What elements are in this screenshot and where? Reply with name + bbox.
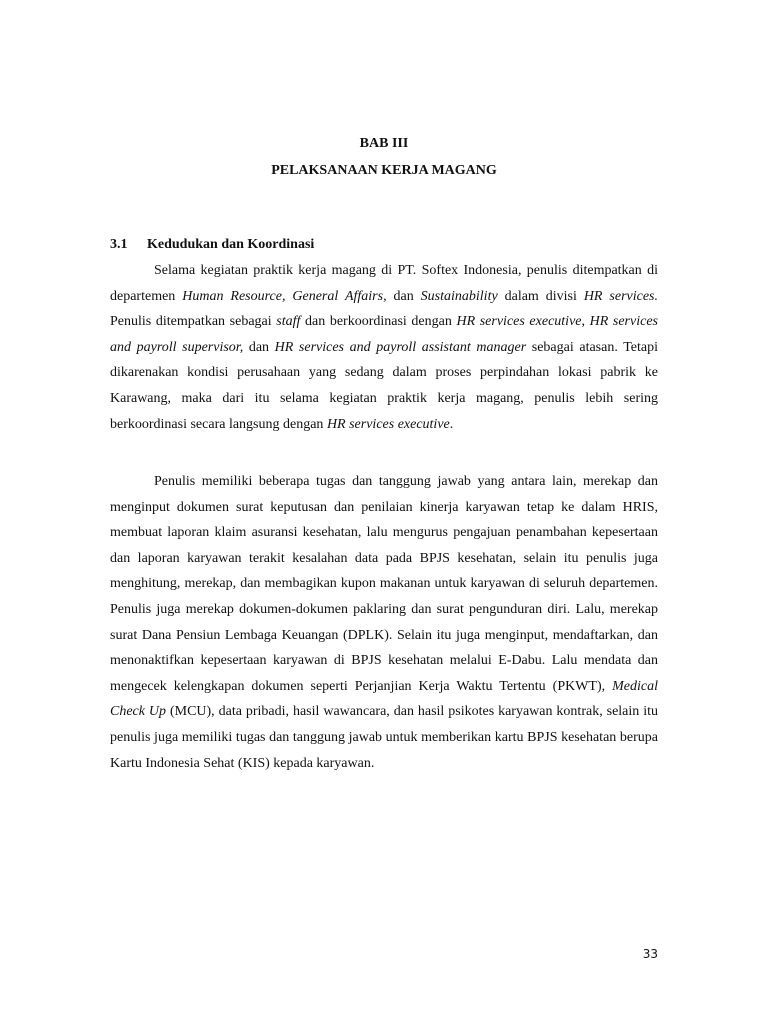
text-run: ,	[581, 314, 590, 330]
italic-term: HR services executive	[456, 314, 582, 330]
text-run: dan	[243, 339, 275, 355]
text-run: Penulis ditempatkan sebagai	[110, 314, 277, 330]
italic-term: HR services and payroll supervisor,	[110, 314, 658, 355]
italic-term: Sustainability	[420, 288, 498, 304]
chapter-title: PELAKSANAAN KERJA MAGANG	[271, 163, 497, 178]
paragraph-coordination	[110, 258, 658, 437]
section-heading	[110, 237, 314, 253]
text-run: Selama kegiatan praktik kerja magang di PT. Softex Indonesia, penulis ditempatkan di departemen	[110, 263, 658, 304]
section-number: 3.1	[110, 237, 128, 252]
text-run: .	[449, 416, 454, 432]
italic-term: HR services executive	[326, 416, 450, 432]
italic-term: staff	[276, 314, 301, 330]
chapter-number: BAB III	[359, 136, 409, 151]
text-run: sebagai atasan. Tetapi dikarenakan kondisi perusahaan yang sedang dalam proses perpindahan lokasi pabrik ke Karawang, maka dari itu selama kegiatan praktik kerja magang, penulis lebih sering berkoordinasi secara langsung dengan	[110, 339, 658, 432]
paragraph-duties	[110, 469, 658, 776]
page-number: 33	[642, 947, 658, 961]
italic-term: Human Resource, General Affairs,	[182, 288, 387, 304]
italic-term: HR services.	[583, 288, 659, 304]
text-run: Penulis memiliki beberapa tugas dan tanggung jawab yang antara lain, merekap dan menginput dokumen surat keputusan dan penilaian kinerja karyawan tetap ke dalam HRIS, membuat laporan klaim asuransi kesehatan, lalu mengurus pengajuan penambahan kepesertaan dan laporan karyawan terakit kesalahan data pada BPJS kesehatan, selain itu penulis juga menghitung, merekap, dan membagikan kupon makanan untuk karyawan di seluruh departemen. Penulis juga merekap dokumen-dokumen paklaring dan surat pengunduran diri. Lalu, merekap surat Dana Pensiun Lembaga Keuangan (DPLK). Selain itu juga menginput, mendaftarkan, dan menonaktifkan kepesertaan karyawan di BPJS kesehatan melalui E-Dabu. Lalu mendata dan mengecek kelengkapan dokumen seperti Perjanjian Kerja Waktu Tertentu (PKWT),	[110, 474, 658, 694]
italic-term: Medical Check Up	[110, 678, 658, 720]
text-run: (MCU), data pribadi, hasil wawancara, dan hasil psikotes karyawan kontrak, selain itu penulis juga memiliki tugas dan tanggung jawab untuk memberikan kartu BPJS kesehatan berupa Kartu Indonesia Sehat (KIS) kepada karyawan.	[110, 704, 658, 771]
italic-term: HR services and payroll assistant manager	[274, 339, 527, 355]
text-run: dalam divisi	[497, 288, 584, 304]
text-run: dan	[386, 288, 421, 304]
text-run: dan berkoordinasi dengan	[300, 314, 457, 330]
section-title: Kedudukan dan Koordinasi	[147, 237, 315, 252]
